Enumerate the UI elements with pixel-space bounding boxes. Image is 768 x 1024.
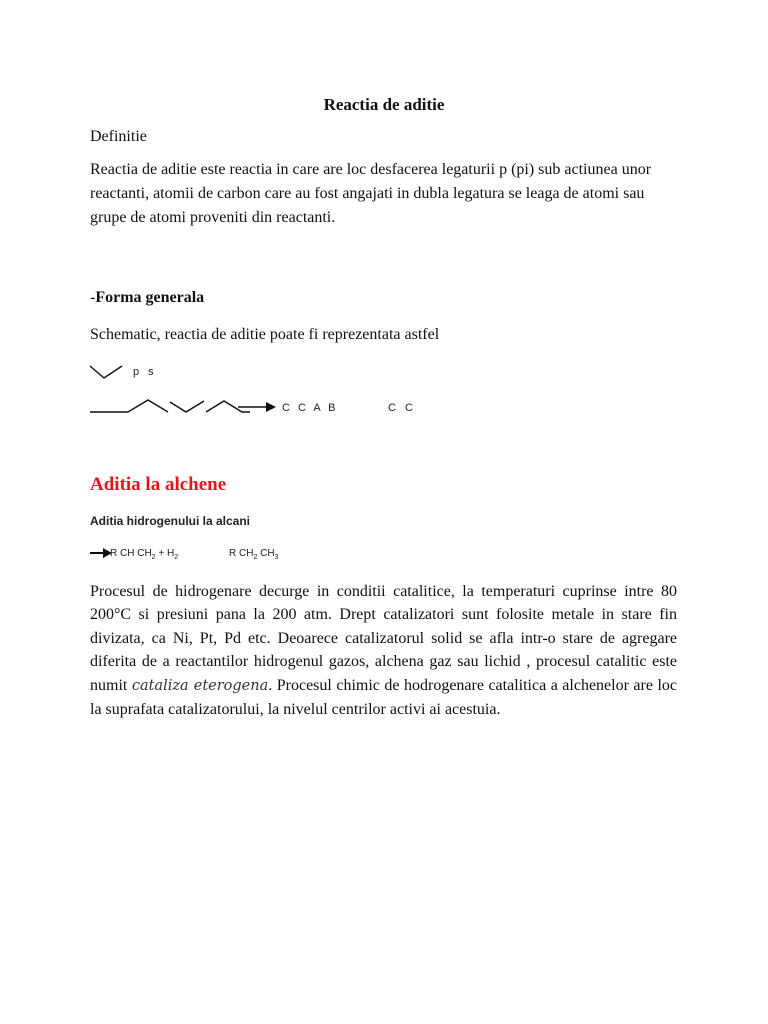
zigzag-fragment-icon (88, 360, 138, 386)
equation-product-a-sub: 2 (253, 554, 258, 561)
alkenes-heading: Aditia la alchene (90, 474, 227, 495)
page-title: Reactia de aditie (323, 95, 445, 114)
equation-product-b-sub: 3 (274, 554, 279, 561)
equation-reactant-sub: 2 (151, 554, 156, 561)
process-text-1: Procesul de hidrogenare decurge in conditii catalitice, la temperaturi cuprinse intre 80 200°C si presiuni pana la 200 atm. Drept catalizatori sunt folosite metale in stare fin divizata, ca Ni, Pt, Pd etc. Deoarece catalizatorul solid se afla intr-o stare de agregare diferita de a reactantilor hidrogenul gazos, alchena gaz sau lichid , procesul catalitic este numit (90, 583, 677, 694)
general-form-prefix: - (90, 289, 96, 306)
process-emphasis: cataliza eterogena (131, 677, 269, 694)
equation-product-b: CH (257, 548, 275, 559)
reaction-scheme-arrow-icon (88, 392, 283, 422)
process-text-2: . Procesul chimic de hodrogenare catalitica a alchenelor are loc la suprafata catalizatorului, la nivelul centrilor activi ai acestuia. (90, 676, 677, 719)
schematic-text: Schematic, reactia de aditie poate fi reprezentata astfel (90, 326, 440, 343)
equation-reactant: R CH CH (110, 548, 152, 559)
general-form-label: Forma generala (95, 289, 205, 306)
equation-left (110, 548, 178, 561)
equation-h-sub: 2 (174, 554, 179, 561)
diagram-label-product: C C A B (282, 402, 339, 414)
general-form-heading (90, 289, 204, 307)
equation-product-a: R CH (229, 548, 254, 559)
equation-right (229, 548, 279, 561)
definition-paragraph: Reactia de aditie este reactia in care are loc desfacerea legaturii p (pi) sub actiunea unor reactanti, atomii de carbon care au fost angajati in dubla legatura se leaga de atomi sau grupe de atomi proveniti din reactanti. (90, 161, 652, 226)
diagram-label-ps: p s (133, 366, 157, 378)
diagram-label-right: C C (388, 402, 416, 414)
hydrogenation-paragraph (90, 580, 677, 721)
hydrogen-addition-heading: Aditia hidrogenului la alcani (90, 514, 251, 528)
equation-plus-h: + H (155, 548, 175, 559)
definition-heading: Definitie (90, 128, 147, 145)
